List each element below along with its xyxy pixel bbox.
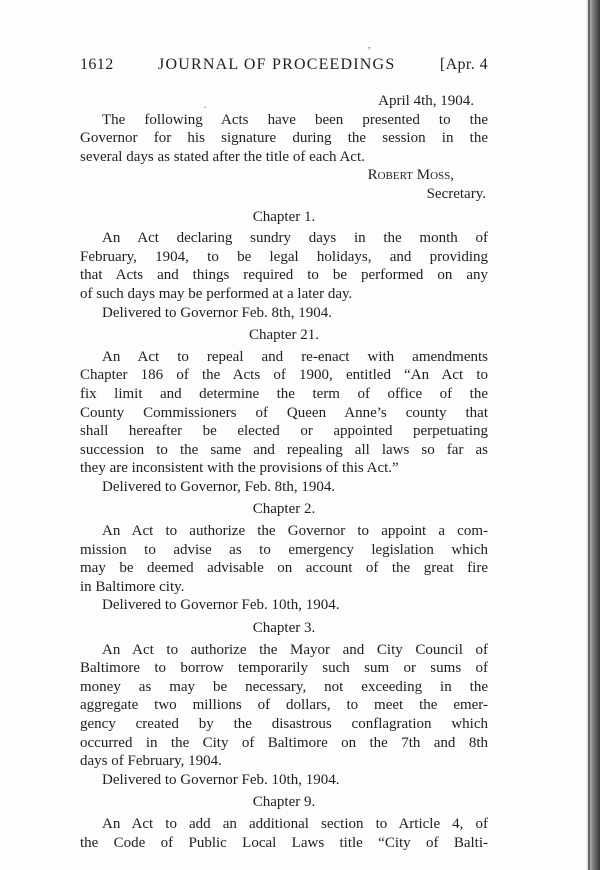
intro-line: Governor for his signature during the session in the bbox=[80, 130, 488, 147]
text-column bbox=[80, 56, 488, 852]
chapter-line: An Act to repeal and re-enact with amendments bbox=[102, 348, 488, 365]
running-head bbox=[80, 56, 488, 78]
running-head-date: [Apr. 4 bbox=[439, 56, 488, 73]
delivered-line: Delivered to Governor Feb. 8th, 1904. bbox=[102, 304, 332, 321]
delivered-line: Delivered to Governor, Feb. 8th, 1904. bbox=[102, 478, 336, 495]
chapter-line: shall hereafter be elected or appointed perpetuating bbox=[80, 423, 488, 440]
chapter-line: they are inconsistent with the provisions of this Act.” bbox=[80, 460, 399, 477]
scan-speck: . bbox=[204, 100, 207, 111]
chapter-heading: Chapter 2. bbox=[252, 501, 316, 518]
chapter-heading: Chapter 3. bbox=[252, 620, 316, 637]
chapter-line: aggregate two millions of dollars, to meet the emer- bbox=[80, 697, 488, 714]
chapter-line: An Act declaring sundry days in the month of bbox=[102, 230, 488, 247]
running-head-title: JOURNAL OF PROCEEDINGS bbox=[158, 56, 396, 73]
chapter-line: mission to advise as to emergency legislation which bbox=[80, 541, 488, 558]
chapter-line: succession to the same and repealing all laws so far as bbox=[80, 441, 488, 458]
delivered-line: Delivered to Governor Feb. 10th, 1904. bbox=[102, 771, 340, 788]
chapter-line: of such days may be performed at a later day. bbox=[80, 285, 353, 302]
signature-title: Secretary. bbox=[426, 185, 486, 202]
chapter-line: Baltimore to borrow temporarily such sum or sums of bbox=[80, 660, 488, 677]
chapter-heading: Chapter 1. bbox=[252, 208, 316, 225]
chapter-line: Chapter 186 of the Acts of 1900, entitled “An Act to bbox=[80, 367, 488, 384]
page-edge-line bbox=[588, 0, 590, 870]
chapter-line: that Acts and things required to be performed on any bbox=[80, 267, 488, 284]
chapter-line: days of February, 1904. bbox=[80, 753, 222, 770]
chapter-line: occurred in the City of Baltimore on the 7th and 8th bbox=[80, 734, 488, 751]
delivered-line: Delivered to Governor Feb. 10th, 1904. bbox=[102, 597, 340, 614]
chapter-line: An Act to authorize the Mayor and City Council of bbox=[102, 641, 488, 658]
intro-line: The following Acts have been presented to the bbox=[102, 111, 488, 128]
scan-speck: , bbox=[368, 40, 371, 51]
chapter-heading: Chapter 21. bbox=[249, 327, 319, 344]
chapter-line: fix limit and determine the term of office of the bbox=[80, 385, 488, 402]
chapter-line: the Code of Public Local Laws title “City of Balti- bbox=[80, 834, 488, 851]
intro-date: April 4th, 1904. bbox=[378, 93, 474, 109]
chapter-line: in Baltimore city. bbox=[80, 578, 185, 595]
chapter-line: February, 1904, to be legal holidays, and providing bbox=[80, 248, 488, 265]
chapter-line: An Act to authorize the Governor to appoint a com- bbox=[102, 523, 488, 540]
signature-name: Robert Moss, bbox=[367, 167, 454, 184]
chapter-line: gency created by the disastrous conflagration which bbox=[80, 716, 488, 732]
intro-line: several days as stated after the title of each Act. bbox=[80, 148, 365, 165]
chapter-line: may be deemed advisable on account of the great fire bbox=[80, 560, 488, 577]
chapter-line: County Commissioners of Queen Anne’s county that bbox=[80, 404, 488, 421]
chapter-heading: Chapter 9. bbox=[252, 794, 316, 811]
page-number: 1612 bbox=[80, 56, 114, 73]
chapter-line: money as may be necessary, not exceeding in the bbox=[80, 678, 488, 695]
chapter-line: An Act to add an additional section to Article 4, of bbox=[102, 815, 488, 832]
